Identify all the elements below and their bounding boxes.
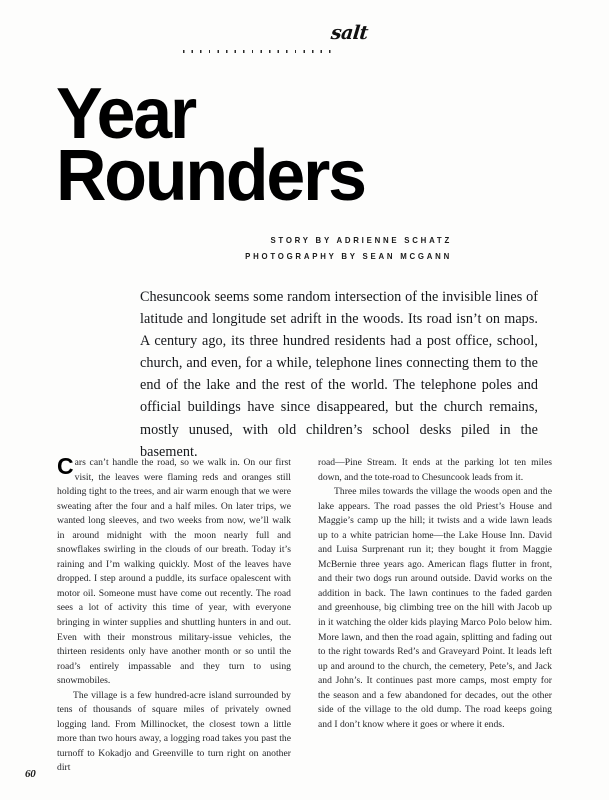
article-body — [57, 453, 552, 774]
paragraph — [57, 453, 291, 689]
page-title — [56, 74, 556, 217]
dotted-rule-divider — [183, 50, 338, 53]
paragraph-text: The village is a few hundred-acre island surrounded by tens of thousands of square miles of privately owned logging land. From Millinocket, the closest town a little more than two hours away, a logging road takes you past the turnoff to Kokadjo and Greenville to turn right on another dirt — [57, 689, 291, 774]
byline-photography-credit: PHOTOGRAPHY BY SEAN MCGANN — [245, 251, 452, 262]
headline-line-1: Year — [56, 74, 196, 154]
masthead-wrap — [241, 24, 368, 43]
drop-cap: C — [57, 453, 74, 479]
paragraph — [318, 456, 552, 485]
paragraph-text: road—Pine Stream. It ends at the parking lot ten miles down, and the tote-road to Chesuncook leads from it. — [318, 457, 552, 483]
body-column-1 — [57, 453, 291, 774]
headline-line-2: Rounders — [56, 136, 365, 217]
paragraph-text: ars can’t handle the road, so we walk in. On our first visit, the leaves were flaming reds and oranges still holding tight to the trees, and air warm enough that we were sweating after the four and a half miles. On later trips, we wanted long sleeves, and two weeks from now, we’ll walk in around midnight with the moon nearly full and snowflakes swirling in the clouds of our breath. Today it’s raining and I’m walking quickly. Most of the leaves have dropped. I step around a puddle, its surface opalescent with motor oil. Someone must have come out recently. The road sees a lot of activity this time of year, with everyone bringing in winter supplies and shuttling hunters in and out. Even with their monstrous military-issue vehicles, the thirteen residents only have another month or so until the road’s entirely impassable and they turn to using snowmobiles. — [57, 457, 291, 687]
paragraph — [57, 689, 291, 776]
body-column-2 — [318, 456, 552, 756]
paragraph-text: Three miles towards the village the woods open and the lake appears. The road passes the old Priest’s House and Maggie’s camp up the hill; it twists and a wide lawn leads up to a white patrician home—the Lake House Inn. David and Luisa Surprenant run it; they bought it from Maggie McBernie three years ago. American flags flutter in front, and their two dogs run around outside. David works on the addition in back. The lawn continues to the faded garden and greenhouse, big climbing tree on the hill with Jacob up in it watching the older kids playing Marco Polo below him. More lawn, and then the road again, splitting and fading out to the right towards Red’s and Graveyard Point. It leads left up and around to the church, the cemetery, Pete’s, and Jack and John’s. It continues past more camps, most empty for the season and a few abandoned for decades, out the other side of the village to the old dump. The road keeps going and I don’t know where it goes or where it ends. — [318, 486, 552, 730]
byline — [0, 232, 452, 265]
magazine-wordmark: salt — [330, 22, 370, 44]
byline-story-credit: STORY BY ADRIENNE SCHATZ — [270, 235, 452, 245]
masthead — [0, 24, 609, 44]
page-number: 60 — [25, 768, 36, 780]
paragraph — [318, 485, 552, 732]
article-deck: Chesuncook seems some random intersection of the invisible lines of latitude and longitude set adrift in the woods. Its road isn’t on maps. A century ago, its three hundred residents had a post office, school, church, and even, for a while, telephone lines connecting them to the end of the lake and the rest of the world. The telephone poles and official buildings have since disappeared, but the church remains, mostly unused, with old children’s school desks piled in the basement. — [140, 289, 538, 460]
